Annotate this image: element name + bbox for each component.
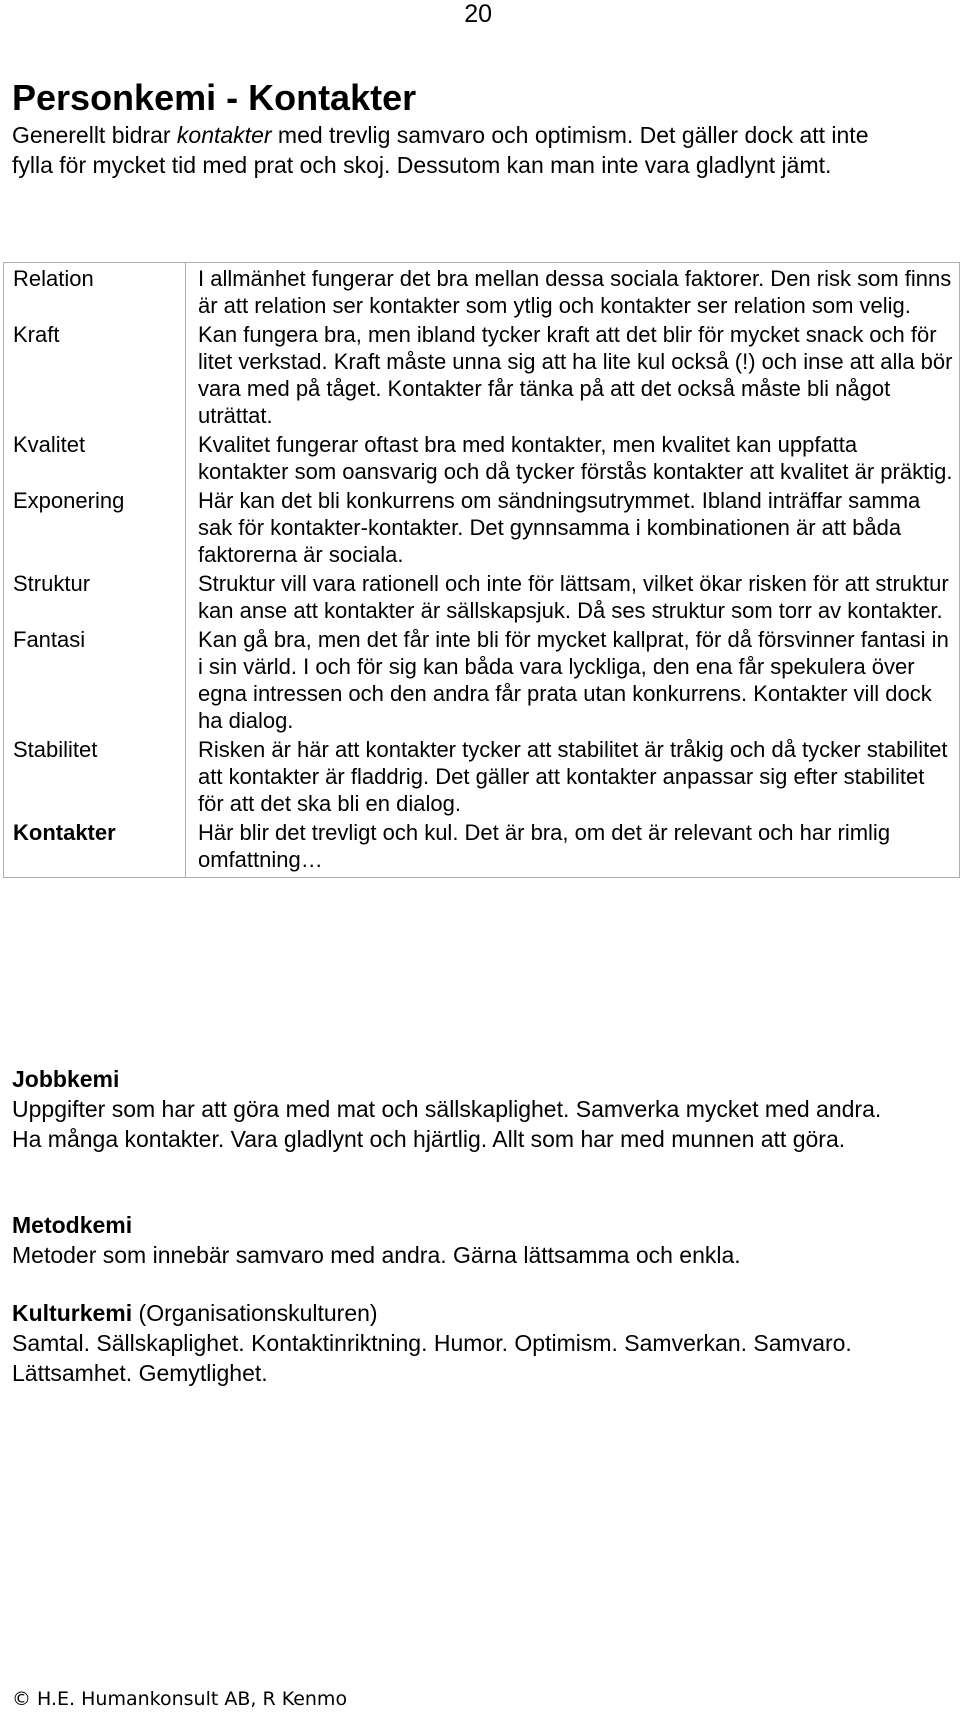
jobbkemi-section	[12, 1064, 912, 1154]
factor-name: Kontakter	[4, 817, 186, 878]
table-row	[4, 734, 960, 817]
factor-name: Stabilitet	[4, 734, 186, 817]
jobbkemi-text: Uppgifter som har att göra med mat och sällskaplighet. Samverka mycket med andra. Ha många kontakter. Vara gladlynt och hjärtlig. Allt som har med munnen att göra.	[12, 1096, 882, 1152]
intro-emphasis: kontakter	[176, 122, 272, 148]
page-number: 20	[464, 0, 492, 28]
factor-description: Risken är här att kontakter tycker att stabilitet är tråkig och då tycker stabilitet att kontakter är fladdrig. Det gäller att kontakter anpassar sig efter stabilitet för att det ska bli en dialog.	[186, 734, 960, 817]
factor-description: Kvalitet fungerar oftast bra med kontakter, men kvalitet kan uppfatta kontakter som oansvarig och då tycker förstås kontakter att kvalitet är präktig.	[186, 429, 960, 485]
intro-paragraph	[12, 120, 912, 180]
intro-text-after: med trevlig samvaro och optimism. Det gäller dock att inte fylla för mycket tid med prat och skoj. Dessutom kan man inte vara gladlynt jämt.	[12, 122, 869, 178]
table-row	[4, 624, 960, 734]
table-row	[4, 817, 960, 878]
factor-description: Struktur vill vara rationell och inte för lättsam, vilket ökar risken för att struktur kan anse att kontakter är sällskapsjuk. Då ses struktur som torr av kontakter.	[186, 568, 960, 624]
page-title: Personkemi - Kontakter	[12, 77, 417, 118]
metodkemi-text: Metoder som innebär samvaro med andra. Gärna lättsamma och enkla.	[12, 1242, 741, 1268]
factor-name: Relation	[4, 263, 186, 320]
factor-name: Fantasi	[4, 624, 186, 734]
footer-copyright: © H.E. Humankonsult AB, R Kenmo	[12, 1688, 348, 1710]
table-row	[4, 429, 960, 485]
factor-name: Kraft	[4, 319, 186, 429]
factor-description: Här blir det trevligt och kul. Det är bra, om det är relevant och har rimlig omfattning…	[186, 817, 960, 878]
table-row	[4, 485, 960, 568]
factor-description: Kan fungera bra, men ibland tycker kraft att det blir för mycket snack och för litet verkstad. Kraft måste unna sig att ha lite kul också (!) och inse att alla bör vara med på tåget. Kontakter får tänka på att det också måste bli något uträttat.	[186, 319, 960, 429]
table-row	[4, 568, 960, 624]
metodkemi-heading: Metodkemi	[12, 1212, 133, 1238]
kulturkemi-heading-suffix: (Organisationskulturen)	[132, 1300, 378, 1326]
intro-text-before: Generellt bidrar	[12, 122, 177, 148]
factor-description: Kan gå bra, men det får inte bli för mycket kallprat, för då försvinner fantasi in i sin värld. I och för sig kan båda vara lyckliga, den ena får spekulera över egna intressen och den andra får prata utan konkurrens. Kontakter vill dock ha dialog.	[186, 624, 960, 734]
factor-description: Här kan det bli konkurrens om sändningsutrymmet. Ibland inträffar samma sak för kontakter-kontakter. Det gynnsamma i kombinationen är att båda faktorerna är sociala.	[186, 485, 960, 568]
kulturkemi-heading: Kulturkemi	[12, 1300, 133, 1326]
metodkemi-section	[12, 1210, 912, 1270]
factor-name: Kvalitet	[4, 429, 186, 485]
table-row	[4, 263, 960, 320]
table-row	[4, 319, 960, 429]
kulturkemi-text: Samtal. Sällskaplighet. Kontaktinriktning. Humor. Optimism. Samverkan. Samvaro. Lättsamhet. Gemytlighet.	[12, 1330, 852, 1386]
factor-name: Exponering	[4, 485, 186, 568]
kulturkemi-section	[12, 1298, 912, 1388]
factor-table	[3, 262, 960, 878]
jobbkemi-heading: Jobbkemi	[12, 1066, 120, 1092]
factor-description: I allmänhet fungerar det bra mellan dessa sociala faktorer. Den risk som finns är att relation ser kontakter som ytlig och kontakter ser relation som velig.	[186, 263, 960, 320]
factor-name: Struktur	[4, 568, 186, 624]
